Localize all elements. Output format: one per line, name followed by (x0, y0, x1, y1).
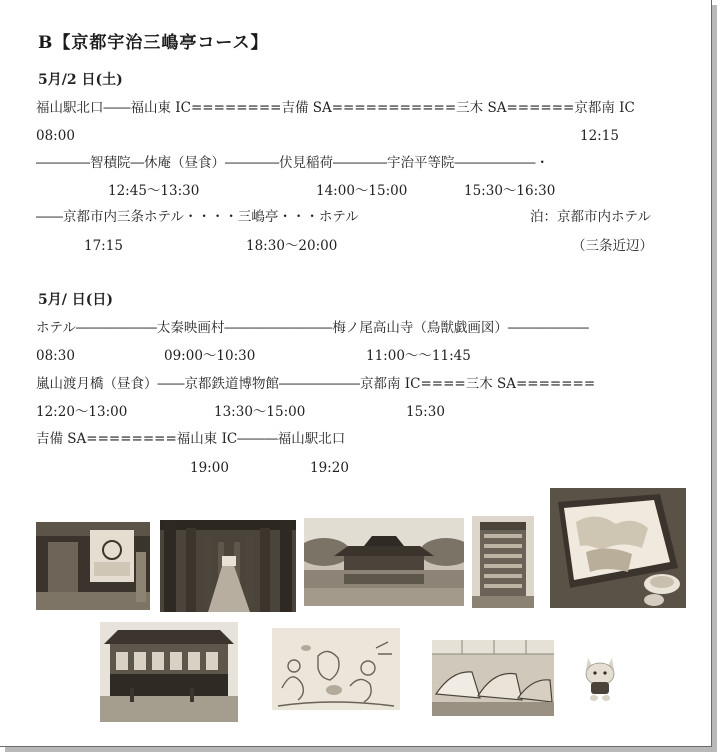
time-kyoto-minami: 15:30 (406, 404, 445, 420)
hotel-building-photo (472, 516, 534, 608)
temple-restaurant-entrance-photo (36, 522, 150, 610)
time-mishimatei: 18:30～20:00 (246, 238, 338, 254)
day1-date: 5月/2 日(土) (38, 72, 123, 88)
time-fukuyama-departure: 08:00 (36, 128, 75, 144)
page-title: B【京都宇治三嶋亭コース】 (38, 33, 269, 53)
lodging-note: （三条近辺） (572, 238, 653, 254)
day2-route-line-2: 嵐山渡月橋（昼食）――京都鉄道博物館――――――京都南 IC====三木 SA======= (36, 376, 596, 392)
mascot-character-photo (580, 654, 620, 702)
day1-route-line-1: 福山駅北口――福山東 IC========吉備 SA===========三木 SA======京都南 IC (36, 100, 635, 116)
railway-museum-photo (432, 640, 554, 716)
day2-route-line-3: 吉備 SA========福山東 IC―――福山駅北口 (36, 431, 346, 447)
time-uzumasa: 09:00～10:30 (164, 348, 256, 364)
time-railway-museum: 13:30～15:00 (214, 404, 306, 420)
movie-village-street-photo (100, 622, 238, 722)
time-kyoto-minami-arrival: 12:15 (580, 128, 619, 144)
fushimi-inari-torii-photo (160, 520, 296, 612)
lodging-label: 泊：京都市内ホテル (530, 209, 651, 225)
time-fukuyama-higashi: 19:00 (190, 460, 229, 476)
time-arashiyama: 12:20～13:00 (36, 404, 128, 420)
choju-giga-scroll-photo (272, 628, 400, 710)
time-fushimi-inari: 14:00～15:00 (316, 183, 408, 199)
sukiyaki-dish-photo (550, 488, 686, 608)
time-hotel-departure: 08:30 (36, 348, 75, 364)
day1-route-line-2: ――――智積院―休庵（昼食）――――伏見稲荷――――宇治平等院――――――・ (36, 155, 549, 171)
day2-date: 5月/ 日(日) (38, 292, 113, 308)
time-kozanji: 11:00～～11:45 (366, 348, 471, 364)
time-byodoin: 15:30～16:30 (464, 183, 556, 199)
time-hotel-arrival: 17:15 (84, 238, 123, 254)
byodoin-phoenix-hall-photo (304, 518, 464, 606)
day2-route-line-1: ホテル――――――太秦映画村――――――――梅ノ尾高山寺（鳥獣戯画図）―――――― (36, 320, 589, 336)
day1-route-line-3: ――京都市内三条ホテル・・・・三嶋亭・・・ホテル (36, 209, 359, 225)
time-chishakuin: 12:45～13:30 (108, 183, 200, 199)
time-fukuyama-arrival: 19:20 (310, 460, 349, 476)
